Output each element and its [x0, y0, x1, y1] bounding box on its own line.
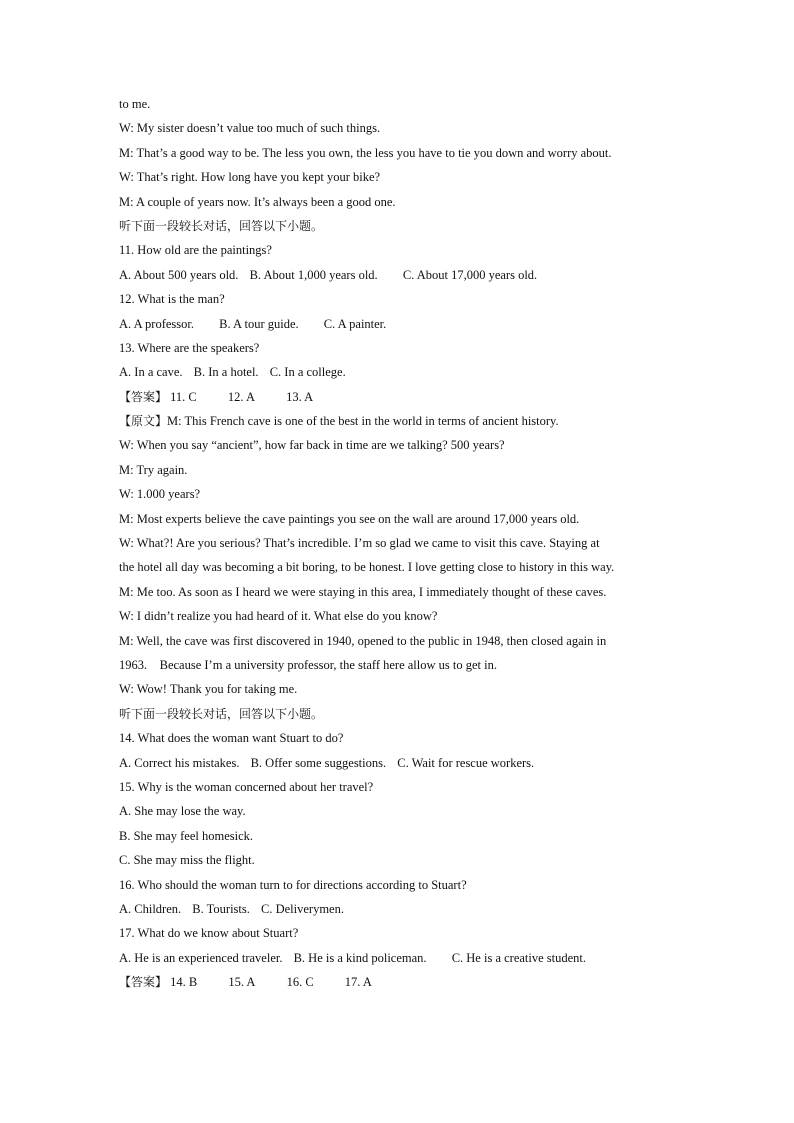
question-17: 17. What do we know about Stuart? [119, 926, 299, 941]
option-a: A. She may lose the way. [119, 804, 246, 819]
options-11 [119, 263, 689, 287]
answer-15: 15. A [228, 975, 256, 990]
dialogue-line: M: A couple of years now. It’s always been a good one. [119, 194, 396, 209]
answer-12: 12. A [227, 389, 255, 404]
transcript-line: 1963. Because I’m a university professor, the staff here allow us to get in. [119, 657, 497, 672]
option-a: A. In a cave. [119, 365, 183, 380]
answer-11: 11. C [170, 389, 197, 404]
option-b: B. About 1,000 years old. [249, 267, 378, 282]
option-c: C. A painter. [323, 316, 387, 331]
options-12 [119, 312, 689, 336]
option-c: C. About 17,000 years old. [402, 267, 538, 282]
option-b: B. Offer some suggestions. [250, 755, 387, 770]
answer-17: 17. A [344, 975, 372, 990]
option-c: C. She may miss the flight. [119, 853, 255, 868]
transcript-line: W: I didn’t realize you had heard of it. What else do you know? [119, 609, 438, 624]
question-16: 16. Who should the woman turn to for directions according to Stuart? [119, 877, 467, 892]
answer-key [119, 385, 689, 409]
transcript-line: W: When you say “ancient”, how far back in time are we talking? 500 years? [119, 438, 505, 453]
option-c: C. Wait for rescue workers. [397, 755, 535, 770]
options-13 [119, 360, 689, 384]
option-b: B. She may feel homesick. [119, 828, 253, 843]
option-b: B. A tour guide. [219, 316, 299, 331]
dialogue-line: W: That’s right. How long have you kept your bike? [119, 170, 381, 185]
transcript-line: M: Try again. [119, 462, 188, 477]
transcript-line: M: Me too. As soon as I heard we were staying in this area, I immediately thought of these caves. [119, 584, 607, 599]
transcript-line: M: Most experts believe the cave paintings you see on the wall are around 17,000 years old. [119, 511, 580, 526]
transcript-line: 【原文】M: This French cave is one of the best in the world in terms of ancient history. [119, 414, 559, 429]
question-12: 12. What is the man? [119, 292, 225, 307]
answer-13: 13. A [286, 389, 314, 404]
transcript-line: M: Well, the cave was first discovered in 1940, opened to the public in 1948, then closed again in [119, 633, 607, 648]
question-11: 11. How old are the paintings? [119, 243, 272, 258]
transcript-line: W: What?! Are you serious? That’s incredible. I’m so glad we came to visit this cave. Staying at [119, 536, 600, 551]
option-a: A. A professor. [119, 316, 194, 331]
section-heading: 听下面一段较长对话，回答以下小题。 [119, 706, 324, 721]
dialogue-line: W: My sister doesn’t value too much of such things. [119, 121, 381, 136]
section-heading: 听下面一段较长对话，回答以下小题。 [119, 218, 324, 233]
transcript-line: the hotel all day was becoming a bit boring, to be honest. I love getting close to history in this way. [119, 560, 615, 575]
options-17 [119, 946, 689, 970]
option-c: C. He is a creative student. [451, 950, 587, 965]
question-15: 15. Why is the woman concerned about her travel? [119, 779, 374, 794]
option-a: A. About 500 years old. [119, 267, 239, 282]
transcript-tag: 【原文】 [119, 414, 168, 429]
option-b: B. In a hotel. [193, 365, 259, 380]
dialogue-line: M: That’s a good way to be. The less you own, the less you have to tie you down and worry about. [119, 145, 612, 160]
option-a: A. Correct his mistakes. [119, 755, 240, 770]
answer-key [119, 970, 689, 994]
option-c: C. Deliverymen. [261, 901, 344, 916]
dialogue-line: to me. [119, 97, 151, 111]
option-a: A. Children. [119, 901, 182, 916]
option-c: C. In a college. [269, 365, 346, 380]
answer-16: 16. C [286, 975, 314, 990]
answer-14: 14. B [170, 975, 198, 990]
question-13: 13. Where are the speakers? [119, 340, 260, 355]
question-14: 14. What does the woman want Stuart to do? [119, 731, 344, 746]
document-page [119, 92, 689, 994]
option-a: A. He is an experienced traveler. [119, 950, 283, 965]
answer-tag: 【答案】 [119, 975, 168, 990]
answer-tag: 【答案】 [119, 389, 168, 404]
options-14 [119, 751, 689, 775]
transcript-line: W: Wow! Thank you for taking me. [119, 682, 298, 697]
options-16 [119, 897, 689, 921]
option-b: B. Tourists. [192, 901, 250, 916]
option-b: B. He is a kind policeman. [293, 950, 427, 965]
transcript-line: W: 1.000 years? [119, 487, 201, 502]
